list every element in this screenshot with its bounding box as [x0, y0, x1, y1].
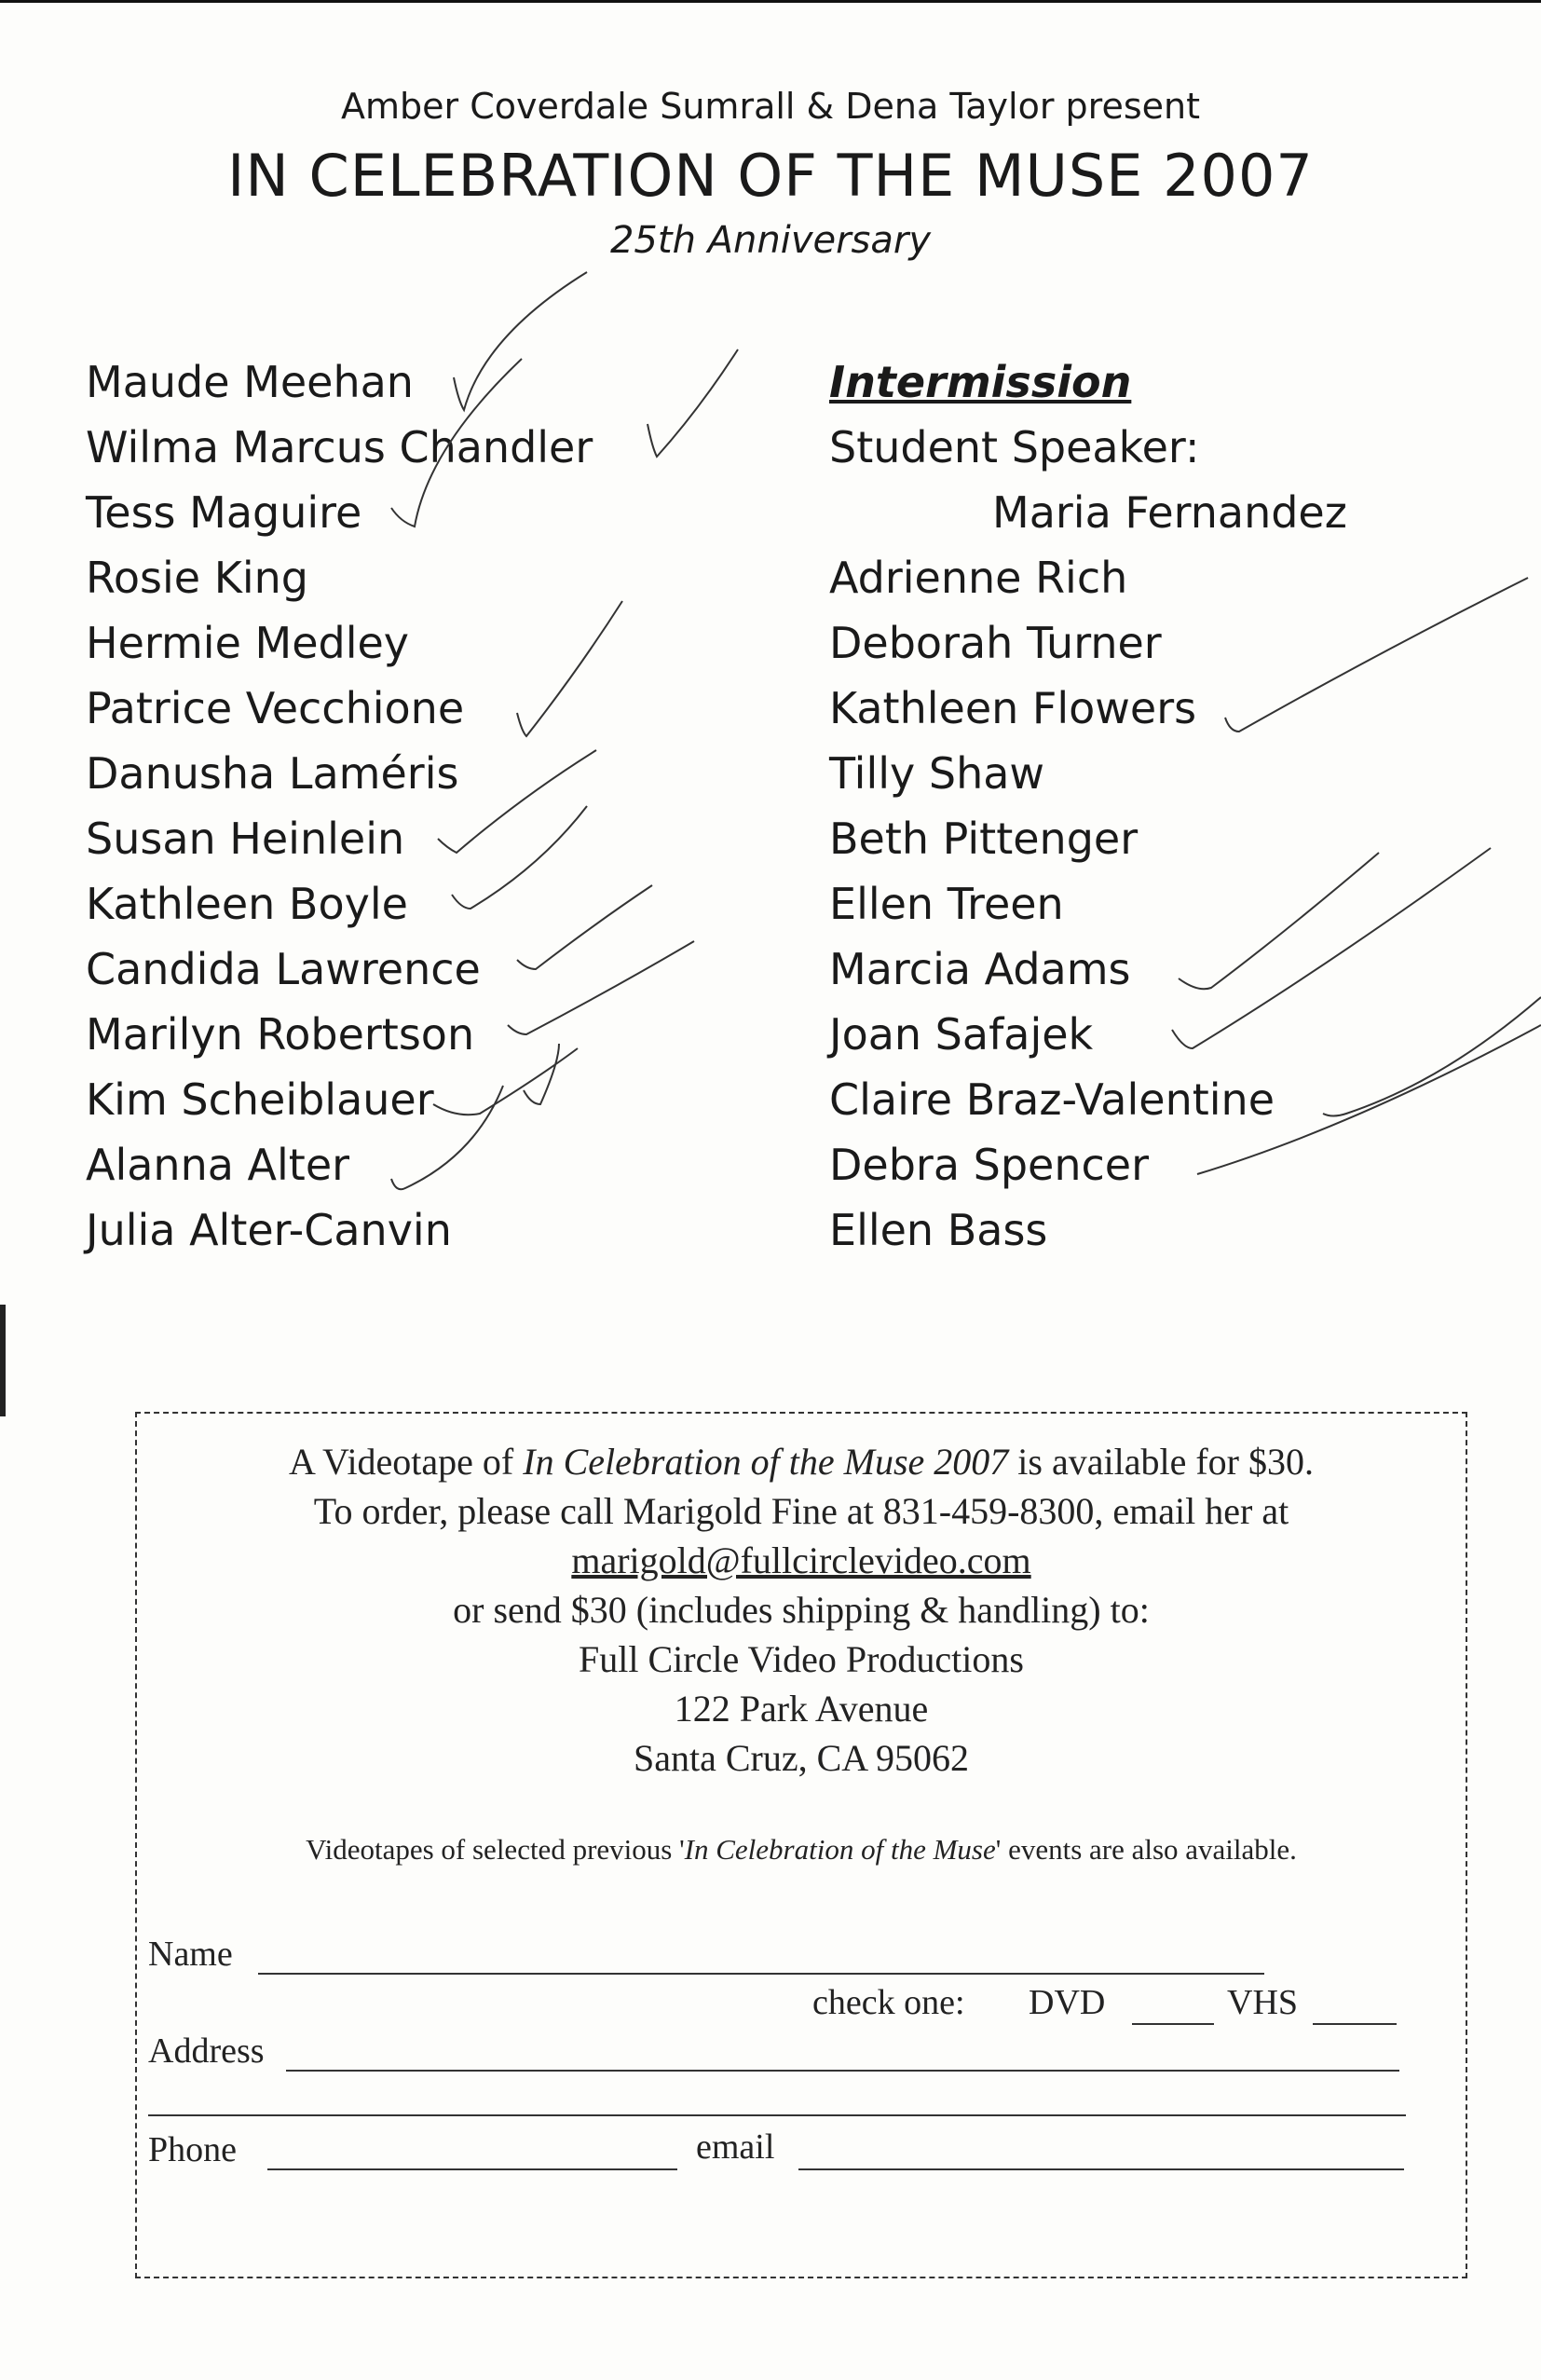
address-field-line-2[interactable]	[148, 2114, 1406, 2116]
reader-list-left	[86, 349, 593, 1263]
reader-name: Kim Scheiblauer	[86, 1074, 434, 1125]
dvd-label: DVD	[1029, 1983, 1106, 2022]
reader-name: Candida Lawrence	[86, 944, 481, 994]
prev-note-post: ' events are also available.	[995, 1833, 1297, 1866]
phone-field[interactable]	[267, 2168, 677, 2170]
intermission-heading: Intermission	[829, 357, 1132, 407]
city-state-zip: Santa Cruz, CA 95062	[634, 1737, 969, 1779]
email-label: email	[696, 2127, 775, 2167]
prev-note-title: In Celebration of the Muse	[684, 1833, 996, 1866]
reader-name: Marilyn Robertson	[86, 1009, 475, 1060]
reader-name: Kathleen Flowers	[829, 683, 1197, 733]
dvd-checkbox-line[interactable]	[1132, 2023, 1214, 2025]
phone-label: Phone	[148, 2130, 237, 2169]
reader-name: Danusha Laméris	[86, 748, 459, 799]
reader-name: Joan Safajek	[829, 1009, 1094, 1060]
top-border-line	[0, 0, 1541, 3]
reader-name: Rosie King	[86, 553, 309, 603]
name-label: Name	[148, 1935, 233, 1974]
company-name: Full Circle Video Productions	[579, 1638, 1024, 1680]
mail-instructions: or send $30 (includes shipping & handling) to:	[453, 1589, 1150, 1631]
order-email-link[interactable]: marigold@fullcirclevideo.com	[571, 1539, 1031, 1581]
reader-list-right	[829, 349, 1347, 1263]
offer-title: In Celebration of the Muse 2007	[523, 1441, 1009, 1483]
anniversary-subtitle: 25th Anniversary	[609, 219, 932, 262]
reader-name: Ellen Treen	[829, 879, 1064, 929]
name-field[interactable]	[258, 1973, 1264, 1975]
scan-edge-mark	[0, 1305, 6, 1416]
check-one-label: check one:	[812, 1983, 965, 2022]
offer-text-pre: A Videotape of	[289, 1441, 524, 1483]
reader-name: Beth Pittenger	[829, 814, 1139, 864]
vhs-label: VHS	[1227, 1983, 1299, 2022]
reader-name: Alanna Alter	[86, 1140, 350, 1190]
reader-name: Tess Maguire	[86, 487, 362, 538]
videotape-offer-line	[137, 1437, 1466, 1486]
street-address: 122 Park Avenue	[674, 1688, 929, 1730]
previous-events-note	[137, 1833, 1466, 1867]
event-title: IN CELEBRATION OF THE MUSE 2007	[227, 142, 1314, 210]
reader-name: Ellen Bass	[829, 1205, 1048, 1255]
reader-name: Deborah Turner	[829, 618, 1162, 668]
reader-name: Adrienne Rich	[829, 553, 1128, 603]
offer-text-post: is available for $30.	[1008, 1441, 1314, 1483]
checkmark	[648, 349, 738, 457]
reader-name: Tilly Shaw	[829, 748, 1045, 799]
reader-name: Debra Spencer	[829, 1140, 1150, 1190]
reader-name: Claire Braz-Valentine	[829, 1074, 1275, 1125]
prev-note-pre: Videotapes of selected previous '	[306, 1833, 685, 1866]
reader-name: Marcia Adams	[829, 944, 1131, 994]
reader-name: Julia Alter-Canvin	[86, 1205, 452, 1255]
reader-name: Kathleen Boyle	[86, 879, 408, 929]
checkmark	[1323, 997, 1541, 1116]
order-instructions: To order, please call Marigold Fine at 831-459-8300, email her at	[313, 1490, 1289, 1532]
address-field[interactable]	[286, 2070, 1399, 2072]
reader-name: Hermie Medley	[86, 618, 409, 668]
reader-name: Susan Heinlein	[86, 814, 405, 864]
videotape-order-form	[135, 1412, 1467, 2278]
order-info	[137, 1437, 1466, 1783]
address-label: Address	[148, 2031, 265, 2071]
student-speaker-label: Student Speaker:	[829, 422, 1200, 472]
reader-name: Wilma Marcus Chandler	[86, 422, 593, 472]
presenters-line: Amber Coverdale Sumrall & Dena Taylor present	[340, 86, 1201, 127]
email-field[interactable]	[798, 2168, 1404, 2170]
reader-name: Patrice Vecchione	[86, 683, 465, 733]
vhs-checkbox-line[interactable]	[1313, 2023, 1397, 2025]
reader-name: Maude Meehan	[86, 357, 414, 407]
student-speaker-name: Maria Fernandez	[992, 487, 1347, 538]
